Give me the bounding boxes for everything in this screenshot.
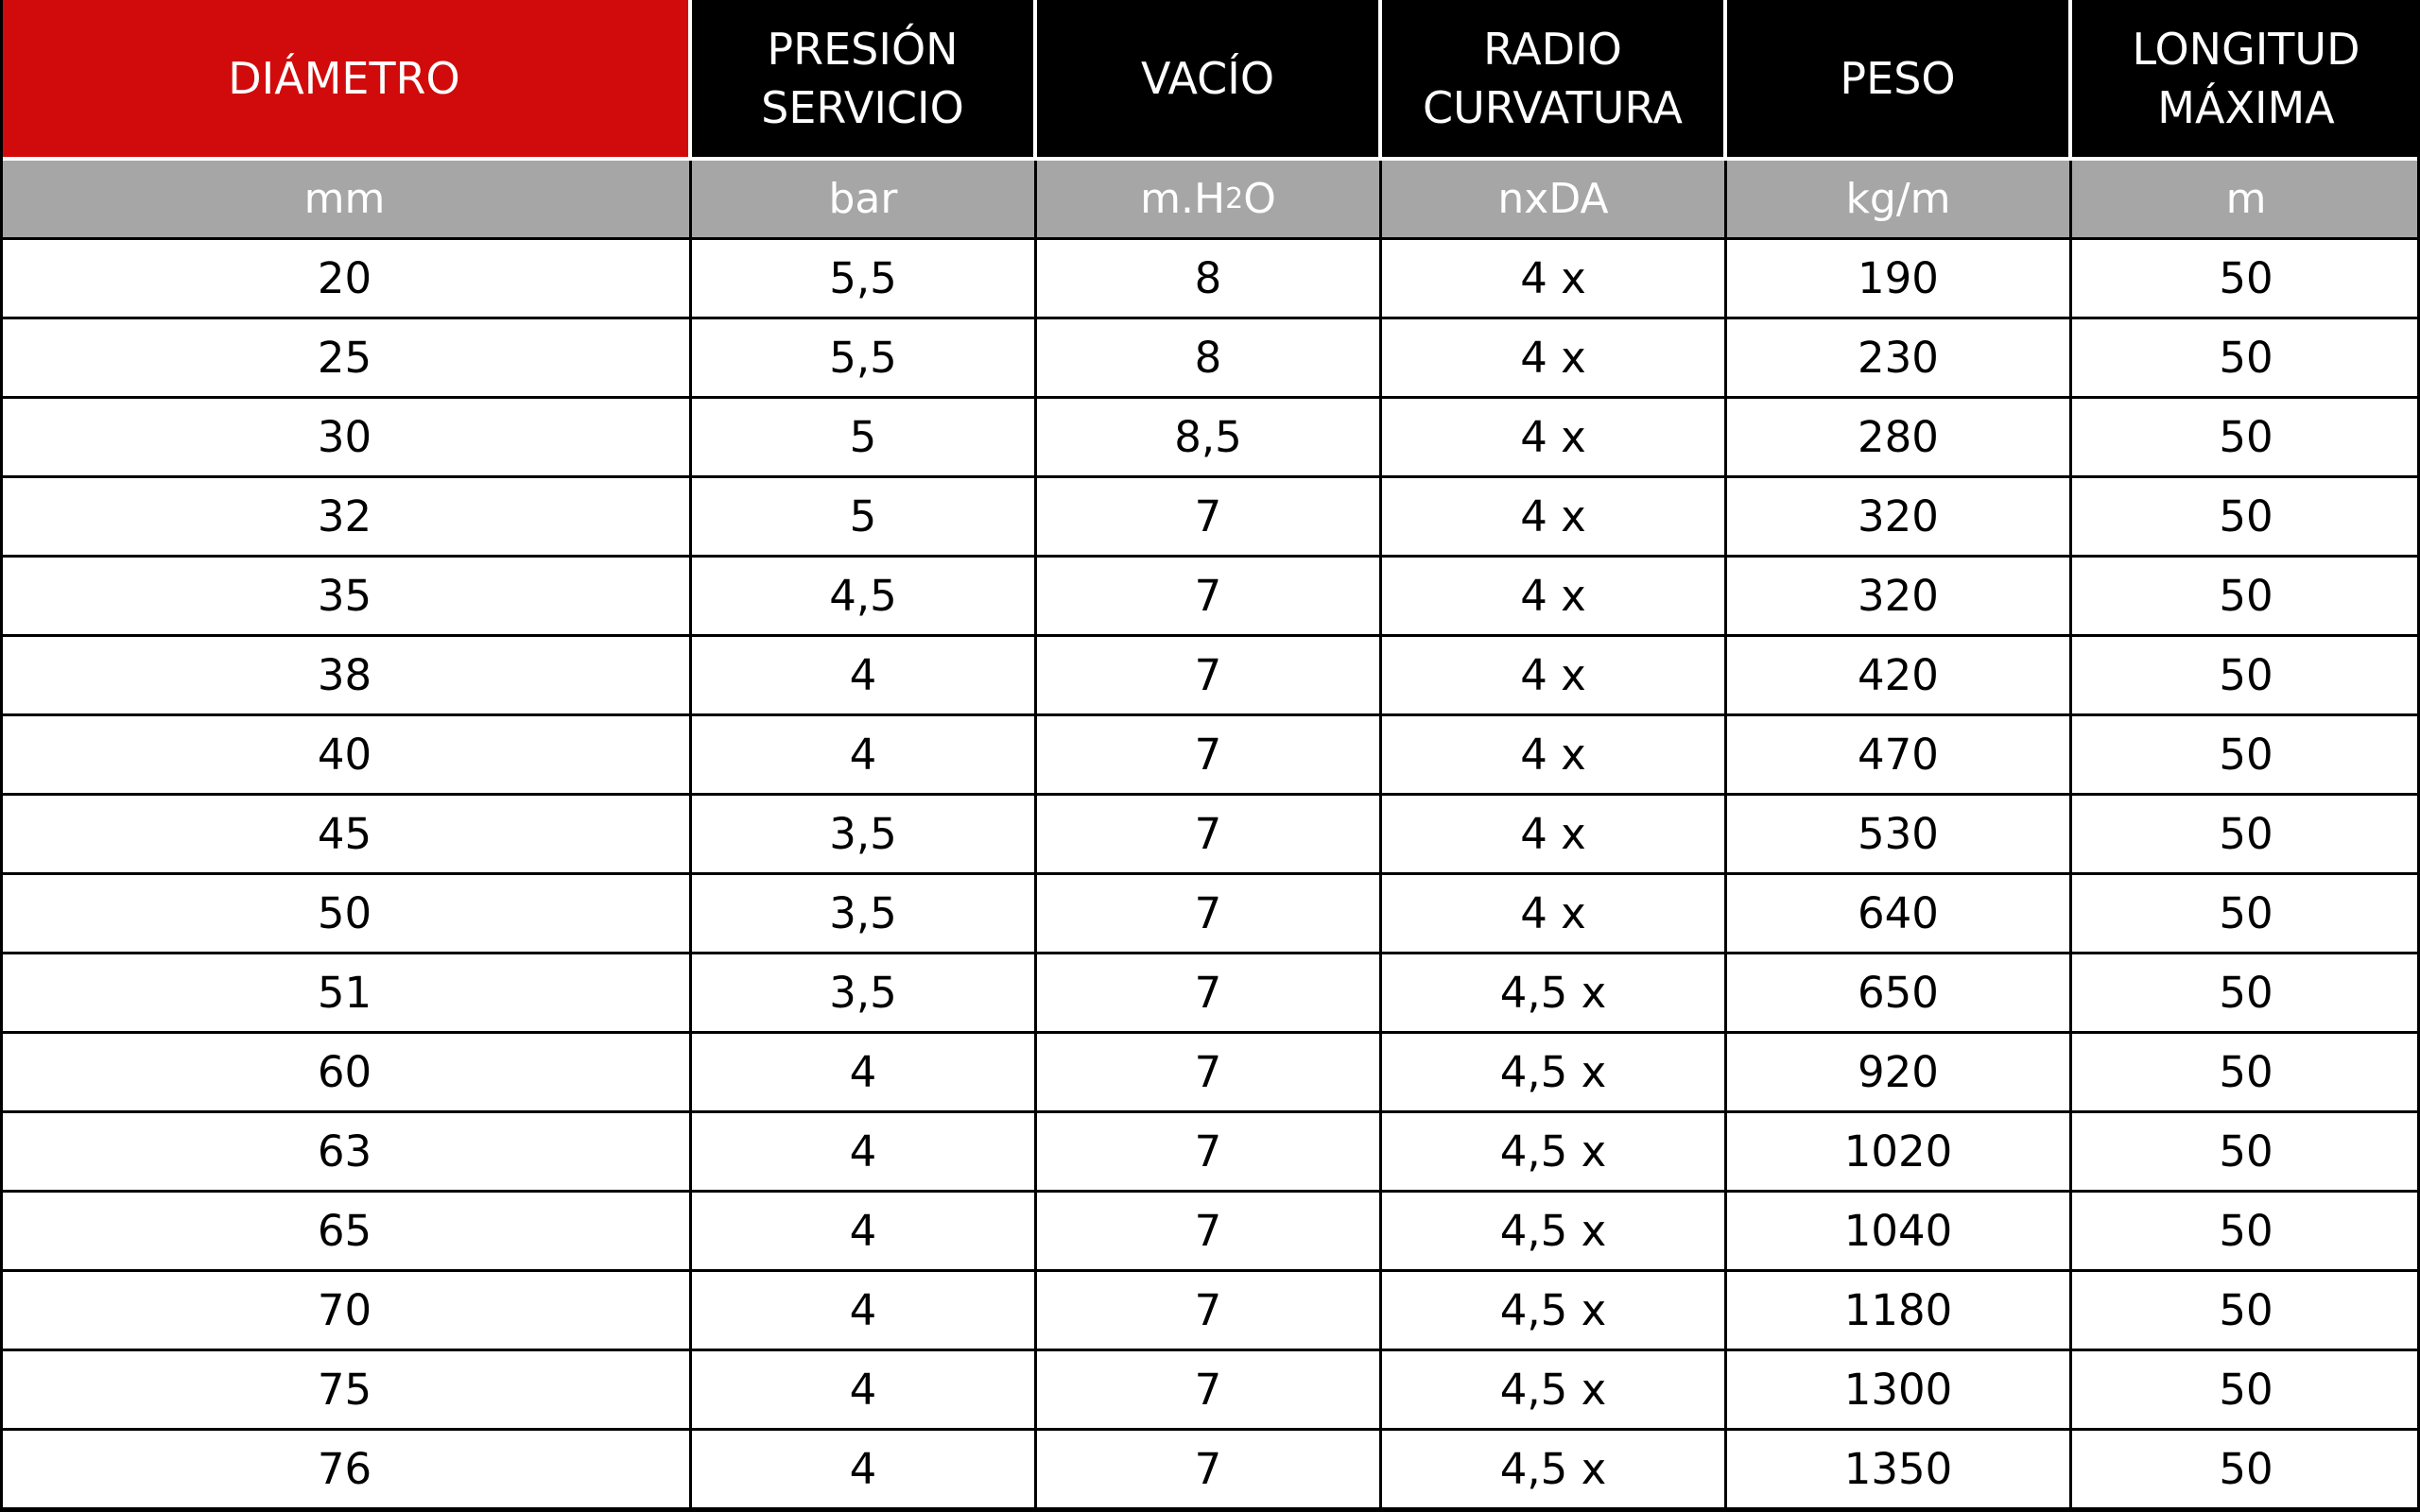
cell-radius: 4 x — [1382, 399, 1727, 478]
cell-radius: 4,5 x — [1382, 1034, 1727, 1113]
cell-radius: 4,5 x — [1382, 1272, 1727, 1351]
cell-diameter: 40 — [0, 716, 692, 796]
cell-pressure: 4 — [692, 716, 1037, 796]
cell-diameter: 75 — [0, 1351, 692, 1431]
cell-diameter: 30 — [0, 399, 692, 478]
cell-vacuum: 7 — [1037, 478, 1382, 558]
cell-radius: 4,5 x — [1382, 1193, 1727, 1272]
cell-length: 50 — [2072, 637, 2420, 716]
cell-weight: 1300 — [1727, 1351, 2072, 1431]
unit-vacuum-suffix: O — [1243, 175, 1276, 223]
cell-diameter: 65 — [0, 1193, 692, 1272]
cell-weight: 320 — [1727, 558, 2072, 637]
cell-weight: 470 — [1727, 716, 2072, 796]
cell-pressure: 4,5 — [692, 558, 1037, 637]
unit-radius: nxDA — [1382, 161, 1727, 240]
cell-pressure: 4 — [692, 1272, 1037, 1351]
cell-pressure: 3,5 — [692, 796, 1037, 875]
cell-length: 50 — [2072, 796, 2420, 875]
cell-vacuum: 7 — [1037, 1193, 1382, 1272]
cell-vacuum: 7 — [1037, 1272, 1382, 1351]
cell-pressure: 4 — [692, 637, 1037, 716]
cell-length: 50 — [2072, 240, 2420, 319]
cell-radius: 4 x — [1382, 478, 1727, 558]
cell-vacuum: 7 — [1037, 875, 1382, 954]
cell-length: 50 — [2072, 716, 2420, 796]
header-max-length: LONGITUD MÁXIMA — [2072, 0, 2420, 161]
cell-vacuum: 7 — [1037, 1431, 1382, 1510]
cell-radius: 4 x — [1382, 240, 1727, 319]
cell-pressure: 4 — [692, 1351, 1037, 1431]
cell-radius: 4 x — [1382, 637, 1727, 716]
cell-radius: 4,5 x — [1382, 1113, 1727, 1193]
cell-vacuum: 7 — [1037, 1113, 1382, 1193]
cell-length: 50 — [2072, 1113, 2420, 1193]
cell-length: 50 — [2072, 399, 2420, 478]
cell-vacuum: 8 — [1037, 240, 1382, 319]
cell-weight: 920 — [1727, 1034, 2072, 1113]
cell-weight: 420 — [1727, 637, 2072, 716]
cell-diameter: 20 — [0, 240, 692, 319]
cell-weight: 1180 — [1727, 1272, 2072, 1351]
cell-length: 50 — [2072, 954, 2420, 1034]
cell-radius: 4 x — [1382, 875, 1727, 954]
cell-length: 50 — [2072, 319, 2420, 399]
cell-radius: 4 x — [1382, 558, 1727, 637]
cell-radius: 4 x — [1382, 716, 1727, 796]
cell-length: 50 — [2072, 558, 2420, 637]
cell-weight: 190 — [1727, 240, 2072, 319]
unit-length: m — [2072, 161, 2420, 240]
cell-radius: 4 x — [1382, 319, 1727, 399]
cell-length: 50 — [2072, 1351, 2420, 1431]
cell-vacuum: 7 — [1037, 716, 1382, 796]
cell-pressure: 5,5 — [692, 319, 1037, 399]
cell-length: 50 — [2072, 875, 2420, 954]
cell-pressure: 4 — [692, 1113, 1037, 1193]
header-vacuum: VACÍO — [1037, 0, 1382, 161]
cell-pressure: 4 — [692, 1431, 1037, 1510]
cell-vacuum: 7 — [1037, 1351, 1382, 1431]
cell-diameter: 76 — [0, 1431, 692, 1510]
cell-weight: 320 — [1727, 478, 2072, 558]
cell-diameter: 50 — [0, 875, 692, 954]
header-bend-radius: RADIO CURVATURA — [1382, 0, 1727, 161]
unit-pressure: bar — [692, 161, 1037, 240]
cell-vacuum: 7 — [1037, 558, 1382, 637]
cell-length: 50 — [2072, 1431, 2420, 1510]
cell-diameter: 60 — [0, 1034, 692, 1113]
unit-vacuum-prefix: m.H — [1140, 175, 1226, 223]
cell-radius: 4,5 x — [1382, 954, 1727, 1034]
cell-weight: 1350 — [1727, 1431, 2072, 1510]
cell-vacuum: 7 — [1037, 954, 1382, 1034]
cell-weight: 530 — [1727, 796, 2072, 875]
cell-pressure: 4 — [692, 1193, 1037, 1272]
unit-vacuum: m.H 2 O — [1037, 161, 1382, 240]
cell-vacuum: 7 — [1037, 637, 1382, 716]
cell-vacuum: 7 — [1037, 1034, 1382, 1113]
unit-diameter: mm — [0, 161, 692, 240]
cell-weight: 650 — [1727, 954, 2072, 1034]
cell-pressure: 5 — [692, 399, 1037, 478]
unit-weight: kg/m — [1727, 161, 2072, 240]
cell-diameter: 35 — [0, 558, 692, 637]
cell-vacuum: 7 — [1037, 796, 1382, 875]
cell-weight: 1040 — [1727, 1193, 2072, 1272]
cell-diameter: 63 — [0, 1113, 692, 1193]
cell-diameter: 45 — [0, 796, 692, 875]
cell-radius: 4,5 x — [1382, 1431, 1727, 1510]
cell-pressure: 4 — [692, 1034, 1037, 1113]
header-service-pressure: PRESIÓN SERVICIO — [692, 0, 1037, 161]
cell-pressure: 5 — [692, 478, 1037, 558]
cell-diameter: 70 — [0, 1272, 692, 1351]
cell-length: 50 — [2072, 1272, 2420, 1351]
cell-diameter: 51 — [0, 954, 692, 1034]
cell-weight: 640 — [1727, 875, 2072, 954]
cell-diameter: 38 — [0, 637, 692, 716]
cell-pressure: 3,5 — [692, 875, 1037, 954]
cell-weight: 1020 — [1727, 1113, 2072, 1193]
cell-weight: 280 — [1727, 399, 2072, 478]
cell-weight: 230 — [1727, 319, 2072, 399]
cell-length: 50 — [2072, 1193, 2420, 1272]
cell-vacuum: 8,5 — [1037, 399, 1382, 478]
header-diameter: DIÁMETRO — [0, 0, 692, 161]
header-weight: PESO — [1727, 0, 2072, 161]
cell-diameter: 32 — [0, 478, 692, 558]
cell-pressure: 5,5 — [692, 240, 1037, 319]
cell-radius: 4,5 x — [1382, 1351, 1727, 1431]
cell-radius: 4 x — [1382, 796, 1727, 875]
cell-length: 50 — [2072, 1034, 2420, 1113]
cell-length: 50 — [2072, 478, 2420, 558]
cell-diameter: 25 — [0, 319, 692, 399]
cell-pressure: 3,5 — [692, 954, 1037, 1034]
cell-vacuum: 8 — [1037, 319, 1382, 399]
